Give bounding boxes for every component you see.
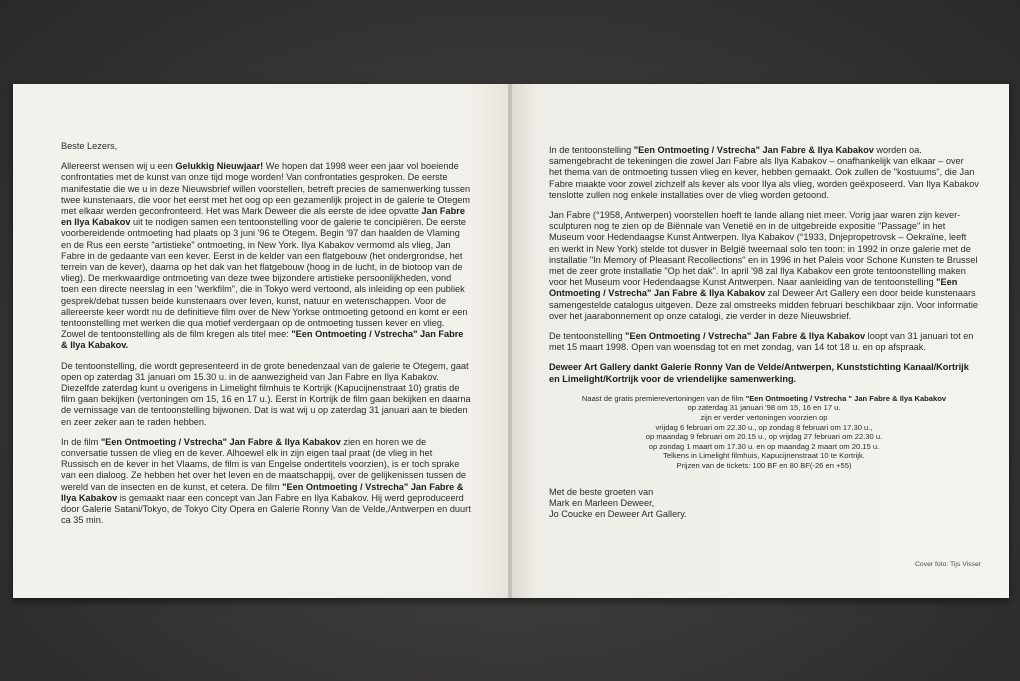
text: is gemaakt naar een concept van Jan Fabre en Ilya Kabakov. Hij werd geproduceerd door Galerie Satani/Tokyo, de Tokyo City Opera en Galerie Ronny Van de Velde,/Antwerpen en duurt ca 35 min. xyxy=(61,492,471,526)
text: uit te nodigen samen een tentoonstelling voor de galerie te concipiëren. De eerste voorbereidende ontmoeting had plaats op 3 juni '96 te Otegem. Begin '97 dan haalden de Vlaming en de Rus een eerste "artistieke" ontmoeting, in New York. Ilya Kabakov vermomd als vlieg, Jan Fabre in de gedaante van een kever. Eerst in de kelder van een flatgebouw (het ondergrondse, het terrein van de kever), daarna op het dak van het flatgebouw (hoog in de lucht, in de biotoop van de vlieg). De merkwaardige ontmoeting van deze twee bijzondere artistieke persoonlijkheden, vond toen een directe neerslag in een "werkfilm", die in Tokyo werd vertoond, als inleiding op een publiek gesprek/debat tussen beide kunstenaars over leven, kunst, natuur en wetenschappen. Voor de allereerste keer wordt nu de definitieve film over de New Yorkse ontmoeting getoond en komt er een tentoonstelling met werken die qua motief verdergaan op de ontmoeting tussen kever en vlieg. Zowel de tentoonstelling als de film kregen als titel mee: xyxy=(61,217,468,340)
text: zal Deweer Art Gallery een door beide kunstenaars samengestelde catalogus uitgeven. Deze zal omstreeks midden februari beschikbaar zijn. Voor informatie over het jaarabonnement op onze catalogi, zie verder in deze Nieuwsbrief. xyxy=(549,288,978,321)
bold-text: Gelukkig Nieuwjaar! xyxy=(175,161,264,172)
left-page xyxy=(13,84,510,598)
paragraph-intro xyxy=(61,161,471,351)
text: In de tentoonstelling xyxy=(549,145,634,155)
closing-line: Met de beste groeten van xyxy=(549,486,654,497)
paragraph-works xyxy=(549,145,979,201)
thanks-note: Deweer Art Gallery dankt Galerie Ronny Van de Velde/Antwerpen, Kunststichting Kanaal/Kortrijk en Limelight/Kortrijk voor de vriendelijke samenwerking. xyxy=(549,362,969,384)
screening-line: Prijzen van de tickets: 100 BF en 80 BF(-26 en +55) xyxy=(676,461,852,471)
screening-schedule xyxy=(549,394,979,471)
bold-text: "Een Ontmoeting / Vstrecha" Jan Fabre & Ilya Kabakov xyxy=(625,331,866,342)
text: Jan Fabre (°1958, Antwerpen) voorstellen hoeft te lande allang niet meer. Vorig jaar waren zijn kever-sculpturen nog te zien op de Biënnale van Venetië en in de uitgebreide expositie "Passage" in het Museum voor Hedendaagse Kunst Antwerpen. Ilya Kabakov (°1933, Dnjepropetrovsk – Oekraïne, leeft en werkt in New York) stelde tot dusver in België tweemaal solo ten toon: in 1992 in onze galerie met de installatie "In Memory of Pleasant Recollections" en in 1996 in het Paleis voor Schone Kunsten te Brussel met de zeer grote installatie "Op het dak". In april '98 zal Ilya Kabakov een grote tentoonstelling maken voor het Museum voor Hedendaagse Kunst Antwerpen. Naar aanleiding van de tentoonstelling xyxy=(549,210,978,288)
screening-line xyxy=(549,394,979,404)
cover-photo-credit: Cover foto: Tijs Visser xyxy=(915,561,981,568)
screening-line: op zaterdag 31 januari '98 om 15, 16 en 17 u. xyxy=(687,403,841,413)
text: worden oa. samengebracht de tekeningen die zowel Jan Fabre als Ilya Kabakov – onafhankelijk van elkaar – over het thema van de ontmoeting tussen vlieg en kever, hebben gemaakt. Ook zullen de "kostuums", die Jan Fabre maakte voor zowel zichzelf als kever als voor Ilya als vlieg, worden geëxposeerd. Van Ilya Kabakov tenslotte zullen nog enkele installaties over de vlieg worden getoond. xyxy=(549,145,979,200)
text: In de film xyxy=(61,436,101,447)
text: loopt van 31 januari tot en met 15 maart 1998. Open van woensdag tot en met zondag, van 14 tot 18 u. en op afspraak. xyxy=(549,331,974,353)
screening-line: zijn er verder vertoningen voorzien op xyxy=(700,413,828,423)
paragraph-exhibition: De tentoonstelling, die wordt gepresenteerd in de grote benedenzaal van de galerie te Otegem, gaat open op zaterdag 31 januari om 15.30 u. in de aanwezigheid van Jan Fabre en Ilya Kabakov. Diezelfde zaterdag kunt u overigens in Limelight filmhuis te Kortrijk (Kapucijnenstraat 10) gratis de film gaan bekijken (vertoningen om 15, 16 en 17 u.). Eerst in Kortrijk de film gaan bekijken en daarna de vernissage van de tentoonstelling bijwonen. Dat is wat wij u op zaterdag 31 januari aan te bieden en zeer zeker aan te raden hebben. xyxy=(61,360,471,427)
text: zien en horen we de conversatie tussen de vlieg en de kever. Alhoewel elk in zijn eigen taal praat (de vlieg in het Russisch en de kever in het Vlaams, de film is van Engelse ondertitels voorzien), is er toch sprake van een dialoog. Ze hebben het over het leven en de maatschappij, over de gelijkenissen tussen de wereld van de insecten en de kunst, et cetera. De film xyxy=(61,436,467,492)
screening-line: Telkens in Limelight filmhuis, Kapucijnenstraat 10 te Kortrijk. xyxy=(663,451,865,461)
right-column xyxy=(549,145,979,520)
screening-line: op maandag 9 februari om 20.15 u., op vrijdag 27 februari om 22.30 u. xyxy=(645,432,883,442)
bold-text: "Een Ontmoeting / Vstrecha " Jan Fabre & Ilya Kabakov xyxy=(745,393,947,403)
text: Allereerst wensen wij u een xyxy=(61,161,176,172)
paragraph-dates xyxy=(549,331,979,353)
bold-text: "Een Ontmoeting / Vstrecha" Jan Fabre & Ilya Kabakov xyxy=(100,436,341,447)
closing-line: Mark en Marleen Deweer, xyxy=(549,497,655,508)
closing-line: Jo Coucke en Deweer Art Gallery. xyxy=(549,509,687,520)
screening-line: vrijdag 6 februari om 22.30 u., op zondag 8 februari om 17.30 u., xyxy=(655,422,873,432)
salutation: Beste Lezers, xyxy=(61,141,118,151)
bold-text: "Een Ontmoeting / Vstrecha" Jan Fabre & Ilya Kabakov xyxy=(61,481,464,503)
screening-line: op zondag 1 maart om 17.30 u. en op maandag 2 maart om 20.15 u. xyxy=(648,441,880,451)
text: We hopen dat 1998 weer een jaar vol boeiende confrontaties met de kunst van onze tijd moge worden! Van confrontaties gesproken. De eerste manifestatie die we u in deze Nieuwsbrief willen voorstellen, betreft precies de samenwerking tussen twee kunstenaars, die voor het eerst met het oog op een gezamenlijk project in de galerie te Otegem met elkaar werden geconfronteerd. Het was Mark Deweer die als eerste de idee opvatte xyxy=(61,161,471,217)
paragraph-artists xyxy=(549,210,979,322)
open-brochure xyxy=(13,84,1009,598)
closing-signature xyxy=(549,487,979,521)
paragraph-film xyxy=(61,437,471,527)
bold-text: "Een Ontmoeting / Vstrecha" Jan Fabre & Ilya Kabakov xyxy=(633,145,874,155)
bold-text: Jan Fabre en Ilya Kabakov xyxy=(61,206,465,228)
bold-text: "Een Ontmoeting / Vstrecha" Jan Fabre & Ilya Kabakov. xyxy=(61,329,464,351)
right-page xyxy=(512,84,1009,598)
text: Naast de gratis premierevertoningen van de film xyxy=(581,393,746,403)
left-column xyxy=(61,141,471,536)
bold-text: "Een Ontmoeting / Vstrecha" Jan Fabre & Ilya Kabakov xyxy=(549,277,958,299)
text: De tentoonstelling xyxy=(549,331,626,342)
